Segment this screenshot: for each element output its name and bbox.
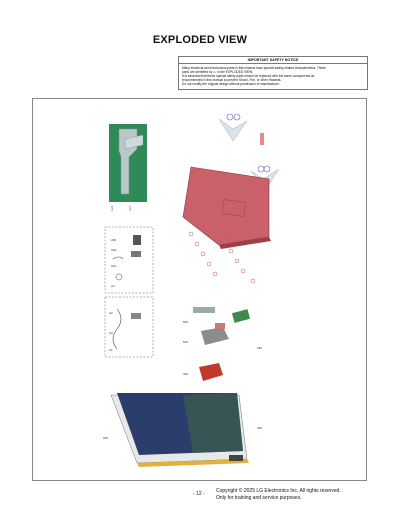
- label-530: 530: [257, 346, 263, 350]
- page-number: - 12 -: [193, 491, 205, 497]
- exploded-view-diagram: [32, 98, 367, 481]
- label-a3: A3: [109, 331, 113, 335]
- label-a21: A21: [111, 264, 117, 268]
- notice-line: It is essential that these special safety parts should be replaced with the same components as: [182, 74, 315, 78]
- display-panel: [111, 393, 249, 467]
- cables: [113, 309, 141, 349]
- notice-heading: IMPORTANT SAFETY NOTICE: [179, 58, 367, 64]
- safety-notice: [178, 56, 368, 90]
- accessories: [113, 235, 141, 280]
- notice-line: recommended in this manual to prevent Shock, Fire, or other Hazards.: [182, 78, 282, 82]
- notice-line: Many electrical and mechanical parts in this chassis have special safety-related characteristics. These: [182, 66, 326, 70]
- copyright-line: Copyright © 2025 LG Electronics Inc. All rights reserved.: [216, 488, 341, 494]
- exploded-view-drawing: [33, 99, 368, 482]
- copyright-notice: [216, 488, 341, 502]
- label-510: 510: [183, 340, 189, 344]
- label-lv1: LV1: [128, 205, 132, 211]
- label-a4: A4: [111, 284, 115, 288]
- stand-image: [109, 124, 147, 202]
- label-panel-200: 200: [103, 436, 109, 440]
- circuit-boards: [193, 307, 250, 345]
- label-panel-300: 300: [257, 426, 263, 430]
- label-a50: A50: [111, 238, 117, 242]
- notice-line: Do not modify the original design without permission of manufacturer.: [182, 82, 280, 86]
- label-500: 500: [183, 320, 189, 324]
- label-lv2: LV2: [110, 205, 114, 211]
- page-title: EXPLODED VIEW: [152, 34, 248, 46]
- back-cover: [183, 167, 271, 249]
- label-300: 300: [183, 372, 189, 376]
- speaker-part: [199, 363, 223, 381]
- label-a1: A1: [109, 348, 113, 352]
- label-a2: A2: [109, 311, 113, 315]
- label-a20: A20: [111, 248, 117, 252]
- notice-line: parts are identified by ⚠ in the EXPLODED VIEW.: [182, 70, 253, 74]
- usage-line: Only for training and service purposes.: [216, 495, 302, 501]
